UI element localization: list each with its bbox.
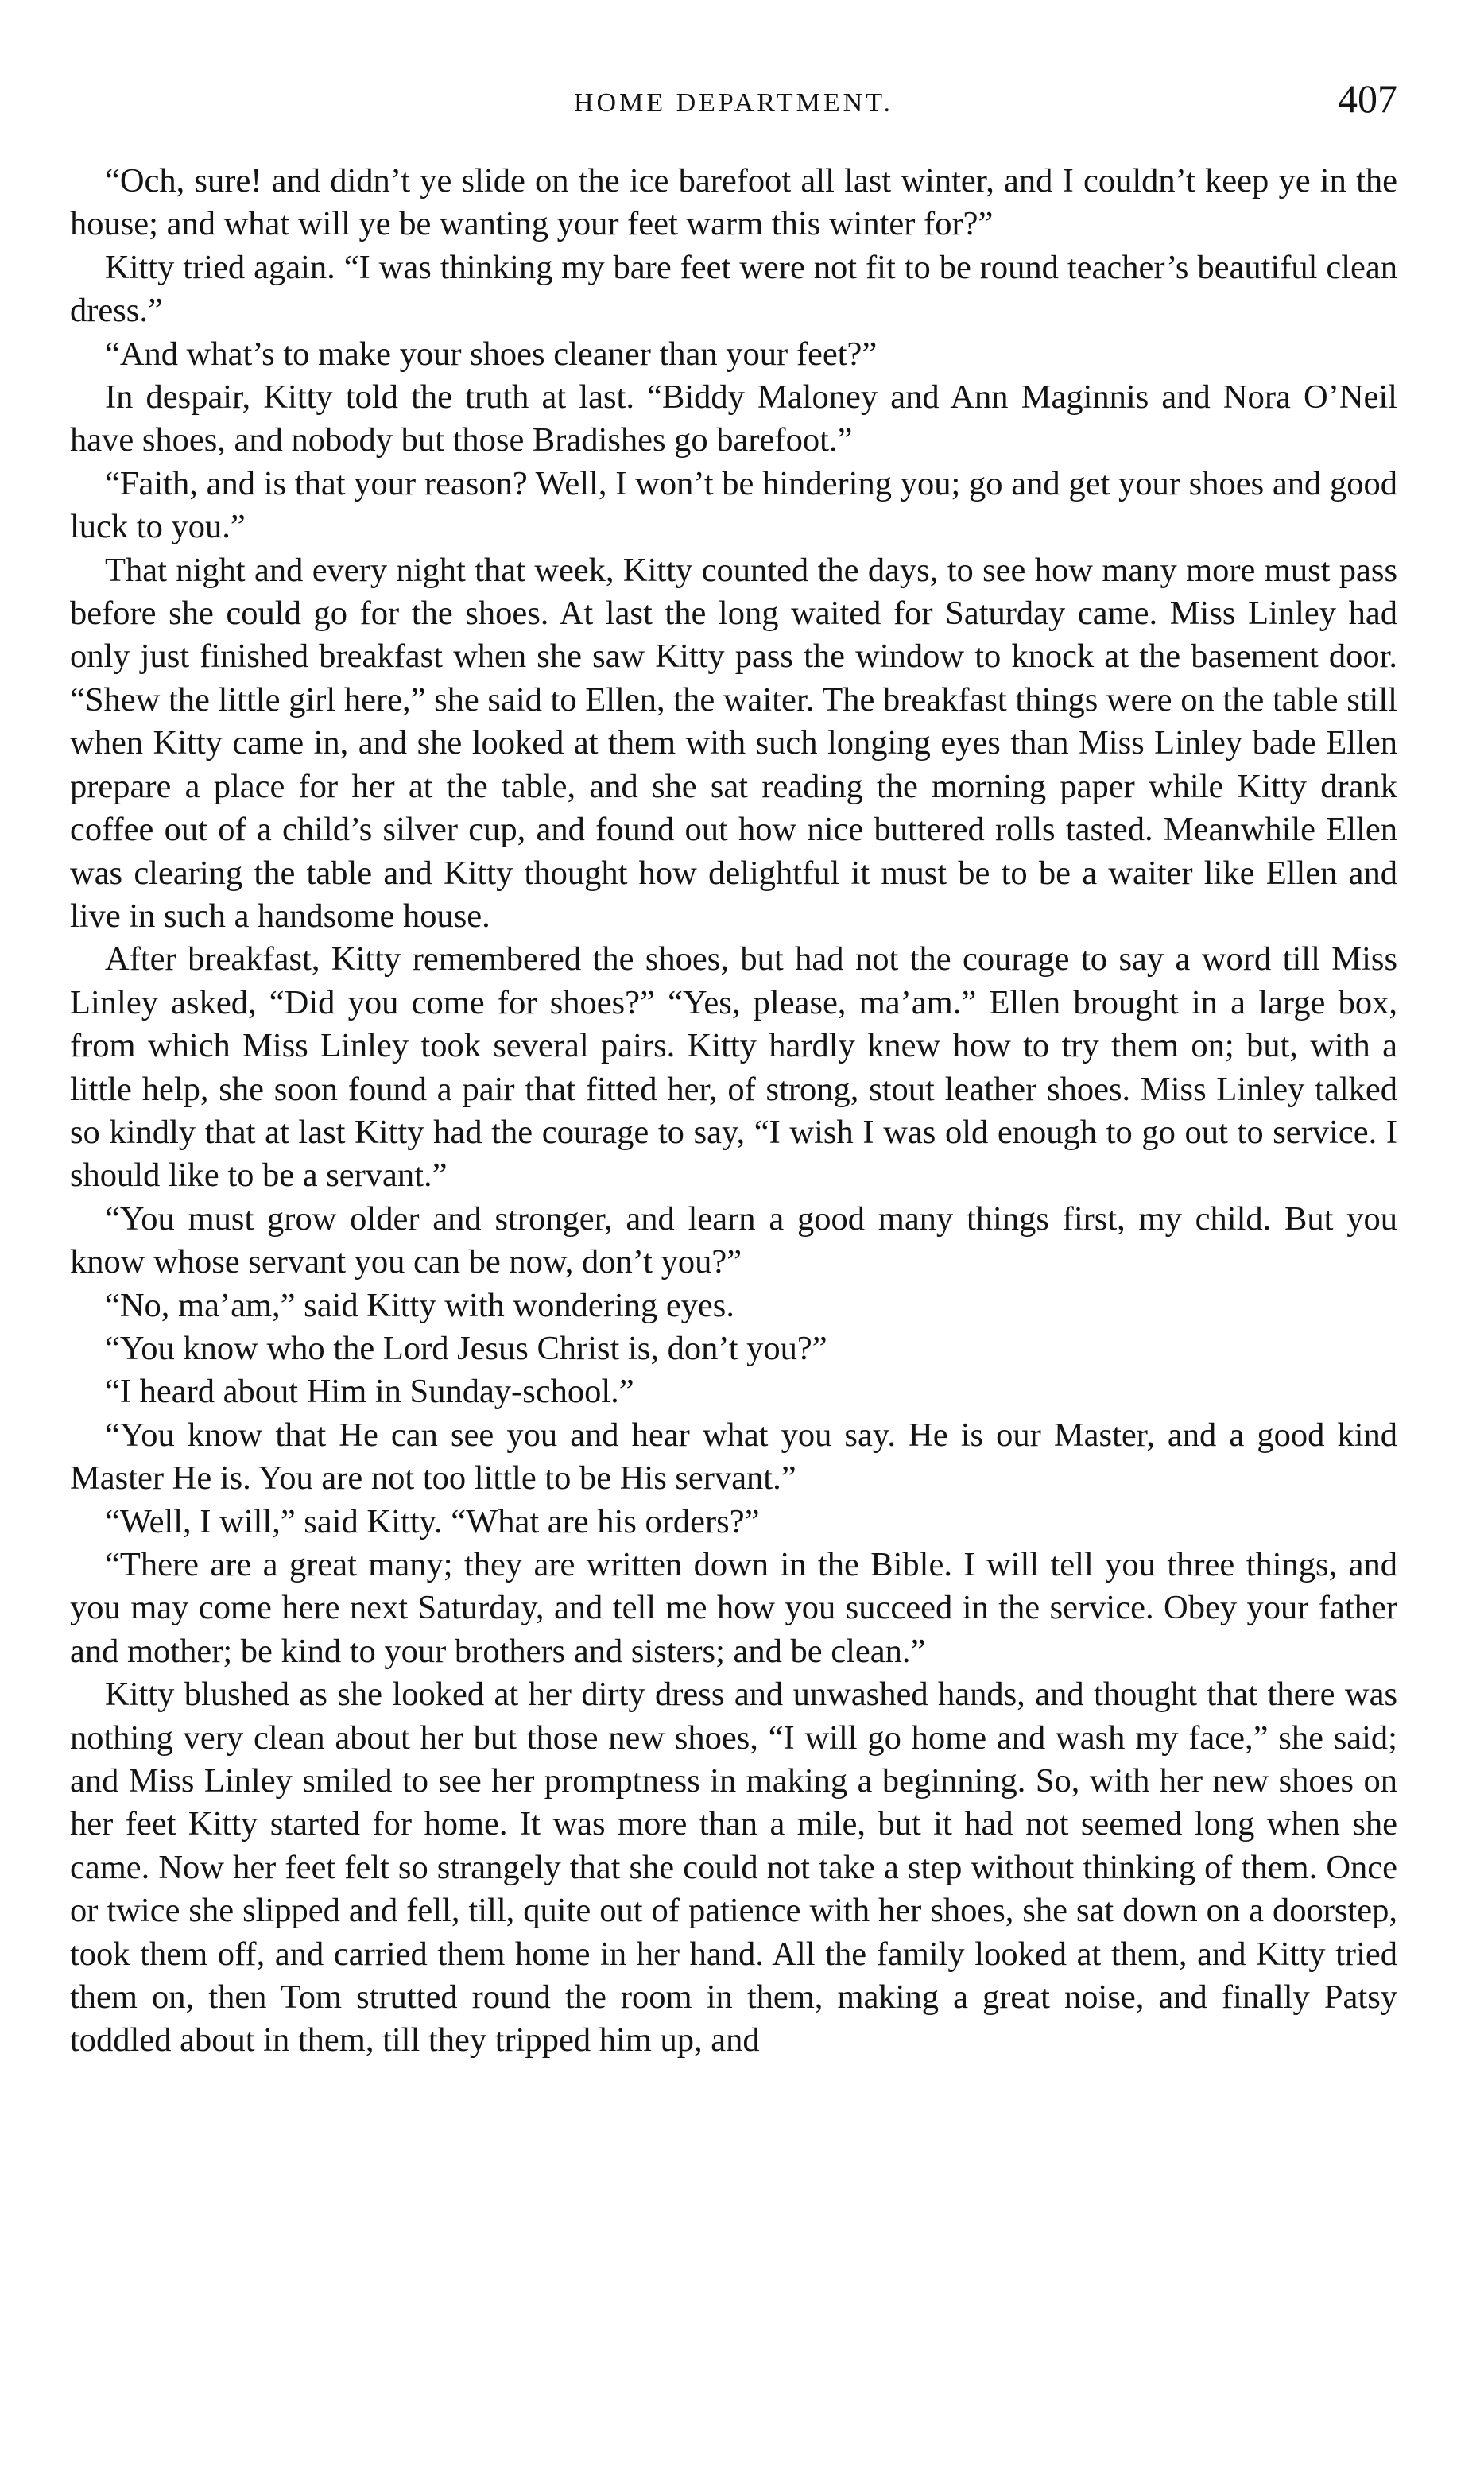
paragraph-11: “I heard about Him in Sunday-school.”: [105, 1373, 634, 1411]
paragraph-13: “Well, I will,” said Kitty. “What are his orders?”: [105, 1502, 760, 1540]
paragraph-8: “You must grow older and stronger, and learn a good many things first, my child. But you know whose servant you can be now, don’t you?”: [70, 1199, 1397, 1281]
page-number: 407: [1338, 76, 1397, 121]
body-text: [70, 160, 1397, 2063]
book-page: [70, 76, 1397, 2063]
paragraph-1: “Och, sure! and didn’t ye slide on the ice barefoot all last winter, and I couldn’t keep ye in the house; and what will ye be wanting your feet warm this winter for?”: [70, 162, 1397, 243]
paragraph-6: That night and every night that week, Kitty counted the days, to see how many more must pass before she could go for the shoes. At last the long waited for Saturday came. Miss Linley had only just finished breakfast when she saw Kitty pass the window to knock at the basement door. “Shew the little girl here,” she said to Ellen, the waiter. The breakfast things were on the table still when Kitty came in, and she looked at them with such longing eyes than Miss Linley bade Ellen prepare a place for her at the table, and she sat reading the morning paper while Kitty drank coffee out of a child’s silver cup, and found out how nice buttered rolls tasted. Meanwhile Ellen was clearing the table and Kitty thought how delightful it must be to be a waiter like Ellen and live in such a handsome house.: [70, 551, 1397, 935]
running-title: HOME DEPARTMENT.: [574, 88, 893, 118]
paragraph-4: In despair, Kitty told the truth at last. “Biddy Maloney and Ann Maginnis and Nora O’Neil have shoes, and nobody but those Bradishes go barefoot.”: [70, 378, 1397, 459]
paragraph-9: “No, ma’am,” said Kitty with wondering eyes.: [105, 1286, 734, 1324]
paragraph-10: “You know who the Lord Jesus Christ is, don’t you?”: [105, 1329, 827, 1367]
paragraph-15: Kitty blushed as she looked at her dirty dress and unwashed hands, and thought that there was nothing very clean about her but those new shoes, “I will go home and wash my face,” she said; and Miss Linley smiled to see her promptness in making a beginning. So, with her new shoes on her feet Kitty started for home. It was more than a mile, but it had not seemed long when she came. Now her feet felt so strangely that she could not take a step without thinking of them. Once or twice she slipped and fell, till, quite out of patience with her shoes, she sat down on a doorstep, took them off, and carried them home in her hand. All the family looked at them, and Kitty tried them on, then Tom strutted round the room in them, making a great noise, and finally Patsy toddled about in them, till they tripped him up, and: [70, 1676, 1397, 2059]
paragraph-5: “Faith, and is that your reason? Well, I won’t be hindering you; go and get your shoes and good luck to you.”: [70, 464, 1397, 546]
paragraph-7: After breakfast, Kitty remembered the shoes, but had not the courage to say a word till Miss Linley asked, “Did you come for shoes?” “Yes, please, ma’am.” Ellen brought in a large box, from which Miss Linley took several pairs. Kitty hardly knew how to try them on; but, with a little help, she soon found a pair that fitted her, of strong, stout leather shoes. Miss Linley talked so kindly that at last Kitty had the courage to say, “I wish I was old enough to go out to service. I should like to be a servant.”: [70, 940, 1397, 1195]
paragraph-2: Kitty tried again. “I was thinking my bare feet were not fit to be round teacher’s beautiful clean dress.”: [70, 248, 1397, 330]
running-header: [70, 76, 1397, 133]
paragraph-14: “There are a great many; they are written down in the Bible. I will tell you three things, and you may come here next Saturday, and tell me how you succeed in the service. Obey your father and mother; be kind to your brothers and sisters; and be clean.”: [70, 1546, 1397, 1670]
paragraph-3: “And what’s to make your shoes cleaner than your feet?”: [105, 335, 878, 373]
paragraph-12: “You know that He can see you and hear what you say. He is our Master, and a good kind Master He is. You are not too little to be His servant.”: [70, 1416, 1397, 1498]
